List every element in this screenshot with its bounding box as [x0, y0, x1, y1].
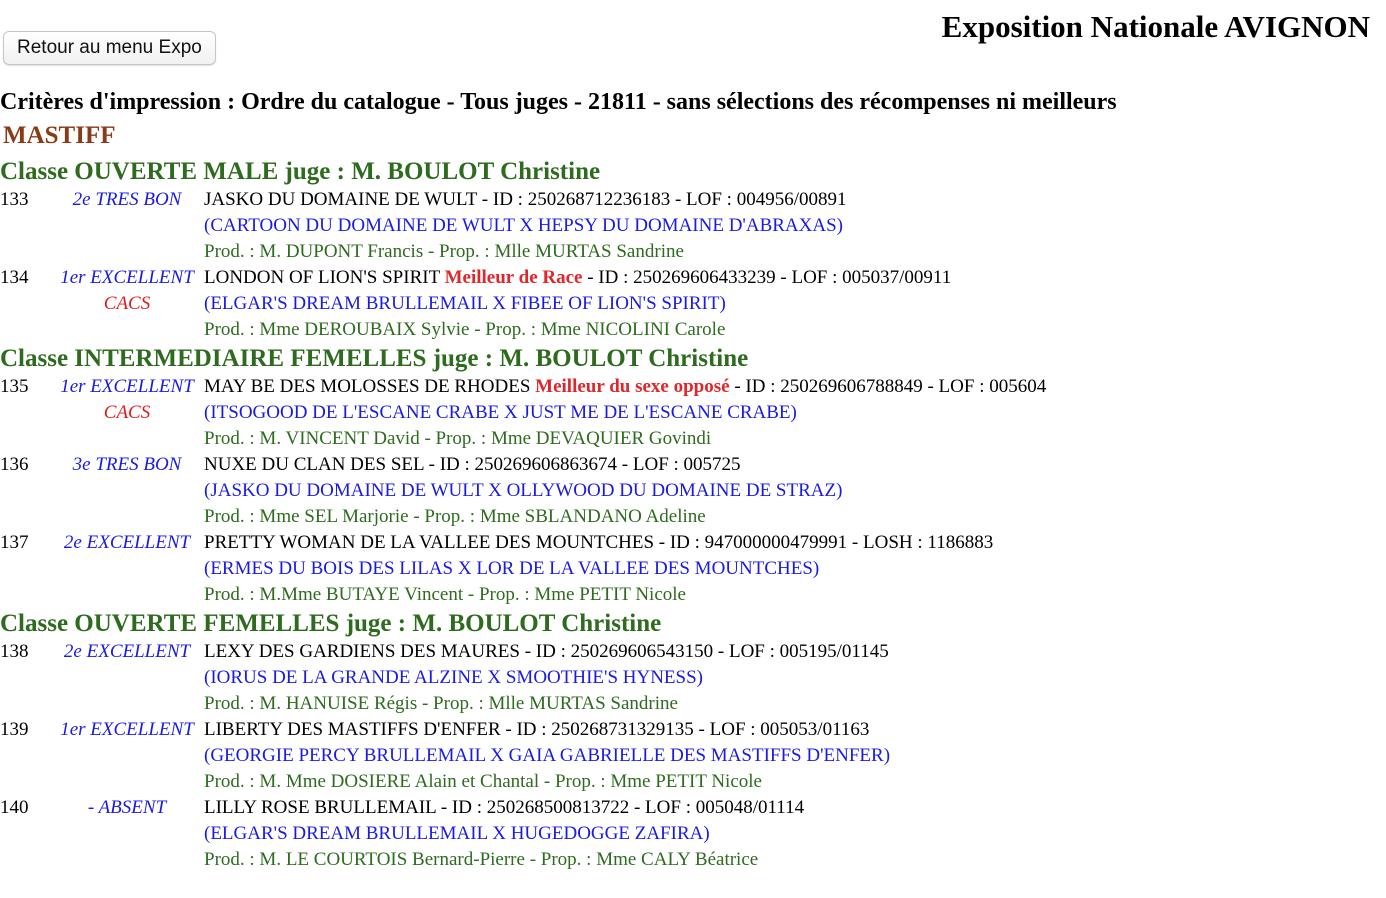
dog-entry-row	[0, 530, 1386, 556]
award: - ABSENT	[87, 797, 167, 818]
dog-parents: (GEORGIE PERCY BRULLEMAIL X GAIA GABRIELLE DES MASTIFFS D'ENFER)	[204, 745, 891, 766]
dog-name: LILLY ROSE BRULLEMAIL	[204, 797, 437, 818]
breed-title: MASTIFF	[3, 122, 116, 149]
catalogue-number: 133	[0, 189, 29, 210]
catalogue-number: 135	[0, 376, 29, 397]
dog-entry-row	[0, 639, 1386, 665]
catalogue-number: 134	[0, 267, 29, 288]
dog-parents: (IORUS DE LA GRANDE ALZINE X SMOOTHIE'S HYNESS)	[204, 667, 704, 688]
award: 2e EXCELLENT	[63, 532, 191, 553]
dog-parents: (JASKO DU DOMAINE DE WULT X OLLYWOOD DU DOMAINE DE STRAZ)	[204, 480, 843, 501]
dog-parents: (ELGAR'S DREAM BRULLEMAIL X FIBEE OF LION'S SPIRIT)	[204, 293, 726, 314]
catalogue-number: 140	[0, 797, 29, 818]
dog-identity	[204, 717, 869, 743]
dog-name: LEXY DES GARDIENS DES MAURES	[204, 641, 520, 662]
dog-parents: (ERMES DU BOIS DES LILAS X LOR DE LA VALLEE DES MOUNTCHES)	[204, 558, 820, 579]
exposition-title: Exposition Nationale AVIGNON	[941, 9, 1370, 44]
dog-name: LONDON OF LION'S SPIRIT	[204, 267, 440, 288]
dog-name: NUXE DU CLAN DES SEL	[204, 454, 424, 475]
dog-parents-row	[0, 213, 1386, 239]
dog-identity	[204, 265, 951, 291]
catalogue-number: 137	[0, 532, 29, 553]
dog-entry-row	[0, 452, 1386, 478]
dog-ids: - ID : 250268731329135 - LOF : 005053/01163	[500, 719, 870, 740]
dog-ids: - ID : 947000000479991 - LOSH : 1186883	[654, 532, 994, 553]
catalogue-content	[0, 156, 1386, 873]
dog-identity	[204, 374, 1046, 400]
producer-owner: Prod. : M. LE COURTOIS Bernard-Pierre - Prop. : Mme CALY Béatrice	[204, 849, 759, 870]
dog-entry-row	[0, 374, 1386, 400]
award: 1er EXCELLENT	[60, 719, 194, 740]
dog-identity	[204, 187, 846, 213]
dog-ids: - ID : 250269606433239 - LOF : 005037/00911	[582, 267, 952, 288]
class-heading: Classe INTERMEDIAIRE FEMELLES juge : M. BOULOT Christine	[0, 345, 749, 372]
dog-owner-row	[0, 504, 1386, 530]
dog-parents: (ELGAR'S DREAM BRULLEMAIL X HUGEDOGGE ZAFIRA)	[204, 823, 710, 844]
award: 2e TRES BON	[72, 189, 182, 210]
back-to-menu-button[interactable]: Retour au menu Expo	[3, 31, 216, 65]
award: 1er EXCELLENT	[60, 376, 194, 397]
best-award: Meilleur du sexe opposé	[535, 376, 730, 397]
dog-identity	[204, 795, 804, 821]
dog-entry-row	[0, 265, 1386, 291]
dog-owner-row	[0, 239, 1386, 265]
dog-owner-row	[0, 582, 1386, 608]
producer-owner: Prod. : Mme DEROUBAIX Sylvie - Prop. : Mme NICOLINI Carole	[204, 319, 726, 340]
dog-parents: (CARTOON DU DOMAINE DE WULT X HEPSY DU DOMAINE D'ABRAXAS)	[204, 215, 843, 236]
dog-ids: - ID : 250269606863674 - LOF : 005725	[423, 454, 741, 475]
producer-owner: Prod. : M.Mme BUTAYE Vincent - Prop. : Mme PETIT Nicole	[204, 584, 686, 605]
producer-owner: Prod. : M. VINCENT David - Prop. : Mme DEVAQUIER Govindi	[204, 428, 712, 449]
dog-parents-row	[0, 665, 1386, 691]
producer-owner: Prod. : Mme SEL Marjorie - Prop. : Mme SBLANDANO Adeline	[204, 506, 706, 527]
best-award: Meilleur de Race	[444, 267, 583, 288]
dog-owner-row	[0, 769, 1386, 795]
award: 3e TRES BON	[72, 454, 182, 475]
dog-owner-row	[0, 847, 1386, 873]
dog-identity	[204, 639, 889, 665]
dog-ids: - ID : 250269606543150 - LOF : 005195/01145	[519, 641, 889, 662]
dog-name: JASKO DU DOMAINE DE WULT	[204, 189, 478, 210]
secondary-award: CACS	[103, 402, 151, 423]
catalogue-number: 136	[0, 454, 29, 475]
dog-entry-row	[0, 717, 1386, 743]
dog-owner-row	[0, 426, 1386, 452]
dog-owner-row	[0, 317, 1386, 343]
dog-parents: (ITSOGOOD DE L'ESCANE CRABE X JUST ME DE L'ESCANE CRABE)	[204, 402, 797, 423]
class-heading: Classe OUVERTE MALE juge : M. BOULOT Christine	[0, 158, 601, 185]
dog-ids: - ID : 250269606788849 - LOF : 005604	[729, 376, 1047, 397]
dog-parents-row	[0, 743, 1386, 769]
dog-parents-row	[0, 478, 1386, 504]
dog-entry-row	[0, 187, 1386, 213]
dog-name: MAY BE DES MOLOSSES DE RHODES	[204, 376, 531, 397]
producer-owner: Prod. : M. HANUISE Régis - Prop. : Mlle MURTAS Sandrine	[204, 693, 678, 714]
class-heading: Classe OUVERTE FEMELLES juge : M. BOULOT Christine	[0, 610, 662, 637]
producer-owner: Prod. : M. Mme DOSIERE Alain et Chantal - Prop. : Mme PETIT Nicole	[204, 771, 762, 792]
dog-ids: - ID : 250268500813722 - LOF : 005048/01114	[436, 797, 805, 818]
dog-name: PRETTY WOMAN DE LA VALLEE DES MOUNTCHES	[204, 532, 655, 553]
secondary-award: CACS	[103, 293, 151, 314]
dog-identity	[204, 452, 741, 478]
award: 1er EXCELLENT	[60, 267, 194, 288]
dog-owner-row	[0, 691, 1386, 717]
dog-parents-row	[0, 821, 1386, 847]
catalogue-number: 139	[0, 719, 29, 740]
dog-entry-row	[0, 795, 1386, 821]
catalogue-number: 138	[0, 641, 29, 662]
dog-identity	[204, 530, 993, 556]
dog-parents-row	[0, 556, 1386, 582]
dog-parents-row	[0, 291, 1386, 317]
dog-name: LIBERTY DES MASTIFFS D'ENFER	[204, 719, 501, 740]
print-criteria: Critères d'impression : Ordre du catalogue - Tous juges - 21811 - sans sélections des récompenses ni meilleurs	[0, 89, 1117, 115]
producer-owner: Prod. : M. DUPONT Francis - Prop. : Mlle MURTAS Sandrine	[204, 241, 684, 262]
dog-parents-row	[0, 400, 1386, 426]
dog-ids: - ID : 250268712236183 - LOF : 004956/00891	[477, 189, 847, 210]
award: 2e EXCELLENT	[63, 641, 191, 662]
